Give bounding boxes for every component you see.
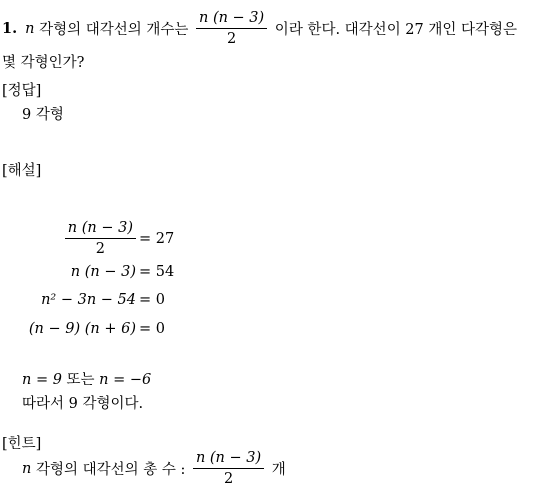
answer-label: [정답] [2,83,42,99]
solution-conclusion: 따라서 9 각형이다. [22,396,144,412]
problem-number: 1. [2,20,18,37]
equation-2-left: n (n − 3) [70,264,136,280]
equation-3 [0,292,165,308]
result-value-b: n = −6 [99,372,152,388]
equation-3-right: = 0 [139,292,165,308]
problem-fraction [196,10,267,47]
problem-line-1 [2,10,517,47]
equation-1-fraction [65,220,136,257]
solution-result [22,368,151,389]
equation-2 [0,264,174,280]
problem-text-a: 각형의 대각선의 개수는 [34,22,193,38]
equation-2-right: = 54 [139,264,175,280]
problem-text-b: 이라 한다. 대각선이 27 개인 다각형은 [270,22,518,38]
answer-text: 9 각형 [22,107,64,123]
fraction-denominator: 2 [226,31,237,47]
equation-1 [0,220,174,257]
hint-denominator: 2 [223,471,234,487]
solution-label: [해설] [2,163,42,179]
result-value-a: n = 9 [22,372,62,388]
equation-1-numerator: n (n − 3) [65,220,136,239]
equation-4-right: = 0 [139,321,165,337]
hint-line [22,450,286,487]
hint-numerator: n (n − 3) [193,450,264,469]
result-or: 또는 [61,372,100,388]
hint-variable: n [22,460,32,477]
hint-text-b: 개 [267,462,286,478]
hint-text-a: 각형의 대각선의 총 수 : [31,462,190,478]
problem-variable: n [25,20,35,37]
hint-label: [힌트] [2,436,42,452]
equation-4 [0,321,165,337]
equation-1-right: = 27 [139,230,175,247]
problem-line-2: 몇 각형인가? [2,55,85,71]
equation-1-denominator: 2 [95,241,106,257]
fraction-numerator: n (n − 3) [196,10,267,29]
equation-4-left: (n − 9) (n + 6) [28,321,136,337]
hint-fraction [193,450,264,487]
equation-3-left: n² − 3n − 54 [41,292,136,308]
